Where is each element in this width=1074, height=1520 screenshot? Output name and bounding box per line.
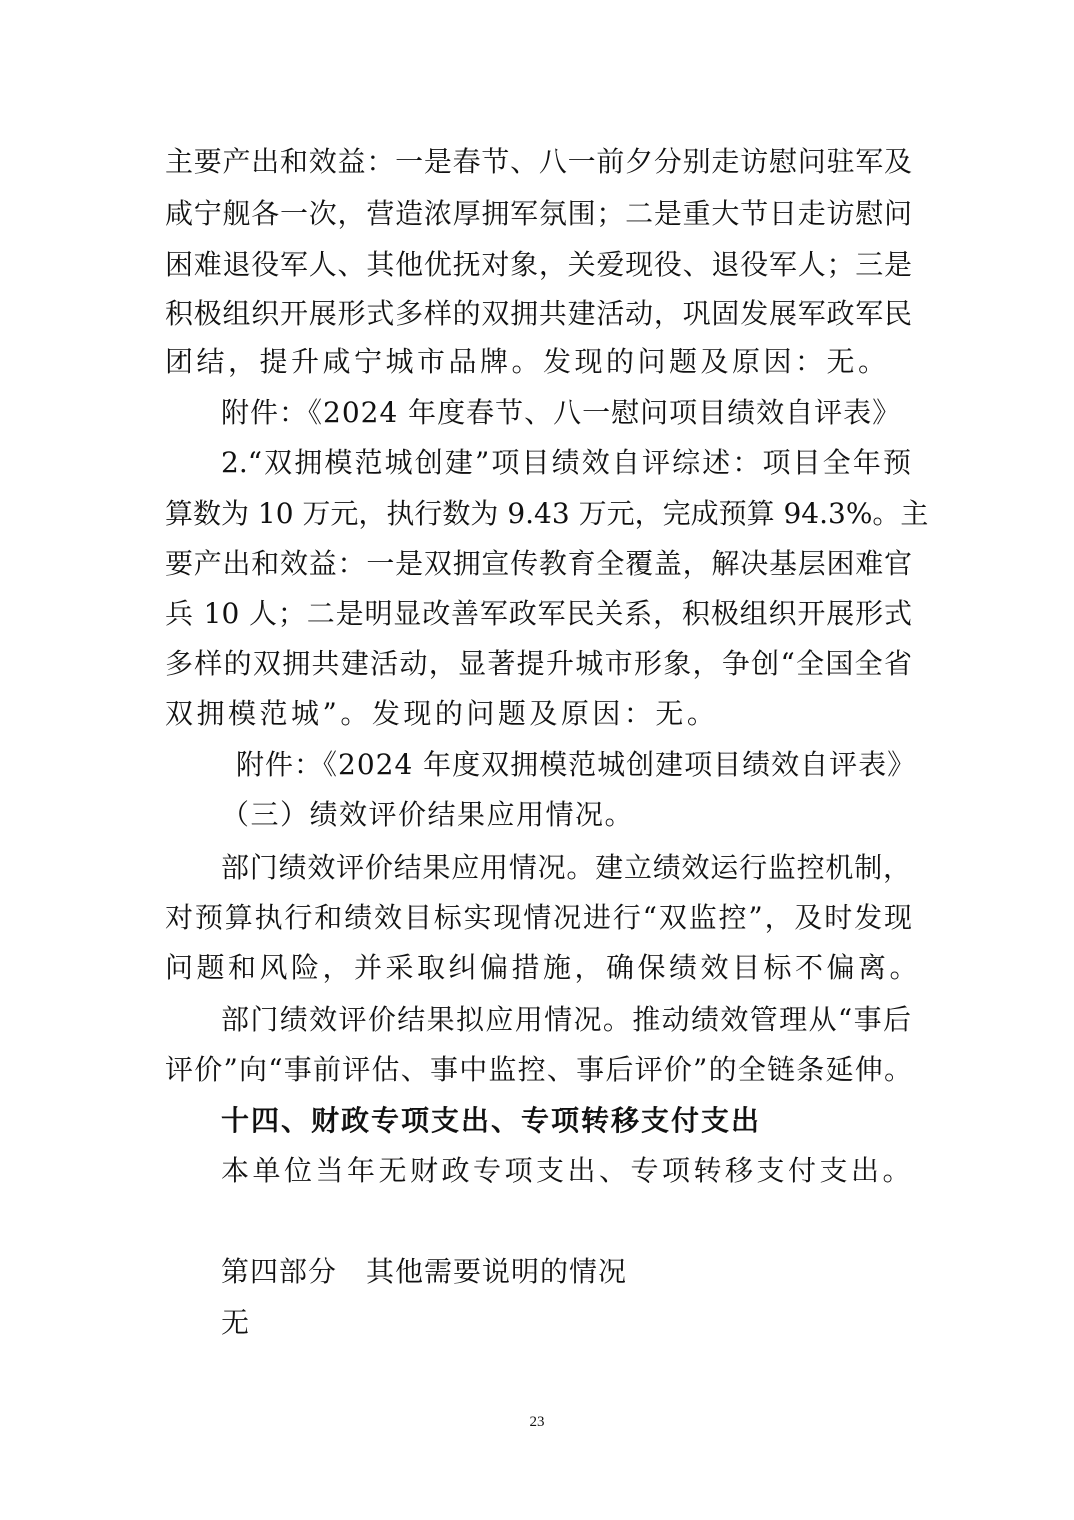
paragraph-3-line-2: 对预算执行和绩效目标实现情况进行“双监控”，及时发现 — [165, 901, 912, 934]
paragraph-4-line-2: 评价”向“事前评估、事中监控、事后评价”的全链条延伸。 — [165, 1053, 912, 1086]
paragraph-2-line-4: 兵 10 人；二是明显改善军政军民关系，积极组织开展形式 — [165, 597, 912, 630]
part-4-body: 无 — [221, 1306, 253, 1339]
section-3-title: （三）绩效评价结果应用情况。 — [221, 798, 635, 831]
paragraph-2-line-3: 要产出和效益：一是双拥宣传教育全覆盖，解决基层困难官 — [165, 547, 912, 580]
paragraph-4-line-1: 部门绩效评价结果拟应用情况。推动绩效管理从“事后 — [221, 1003, 911, 1036]
paragraph-2-line-2: 算数为 10 万元，执行数为 9.43 万元，完成预算 94.3%。主 — [165, 497, 929, 530]
paragraph-1-line-5: 团结，提升咸宁城市品牌。发现的问题及原因：无。 — [165, 345, 890, 378]
attachment-1: 附件：《2024 年度春节、八一慰问项目绩效自评表》 — [221, 396, 902, 429]
paragraph-2-line-5: 多样的双拥共建活动，显著提升城市形象，争创“全国全省 — [165, 647, 912, 680]
section-14-heading: 十四、财政专项支出、专项转移支付支出 — [221, 1104, 762, 1137]
paragraph-1-line-1: 主要产出和效益：一是春节、八一前夕分别走访慰问驻军及 — [165, 145, 912, 178]
paragraph-3-line-3: 问题和风险，并采取纠偏措施，确保绩效目标不偏离。 — [165, 951, 922, 984]
paragraph-1-line-4: 积极组织开展形式多样的双拥共建活动，巩固发展军政军民 — [165, 297, 912, 330]
paragraph-1-line-3: 困难退役军人、其他优抚对象，关爱现役、退役军人；三是 — [165, 248, 912, 281]
part-4-title: 第四部分 其他需要说明的情况 — [221, 1255, 628, 1288]
attachment-2: 附件：《2024 年度双拥模范城创建项目绩效自评表》 — [236, 748, 917, 781]
paragraph-5: 本单位当年无财政专项支出、专项转移支付支出。 — [221, 1154, 915, 1187]
page-number: 23 — [529, 1414, 545, 1430]
paragraph-1-line-2: 咸宁舰各一次，营造浓厚拥军氛围；二是重大节日走访慰问 — [165, 197, 912, 230]
paragraph-2-line-6: 双拥模范城”。发现的问题及原因：无。 — [165, 697, 719, 730]
paragraph-2-line-1: 2.“双拥模范城创建”项目绩效自评综述：项目全年预 — [221, 446, 911, 479]
paragraph-3-line-1: 部门绩效评价结果应用情况。建立绩效运行监控机制， — [221, 851, 911, 884]
